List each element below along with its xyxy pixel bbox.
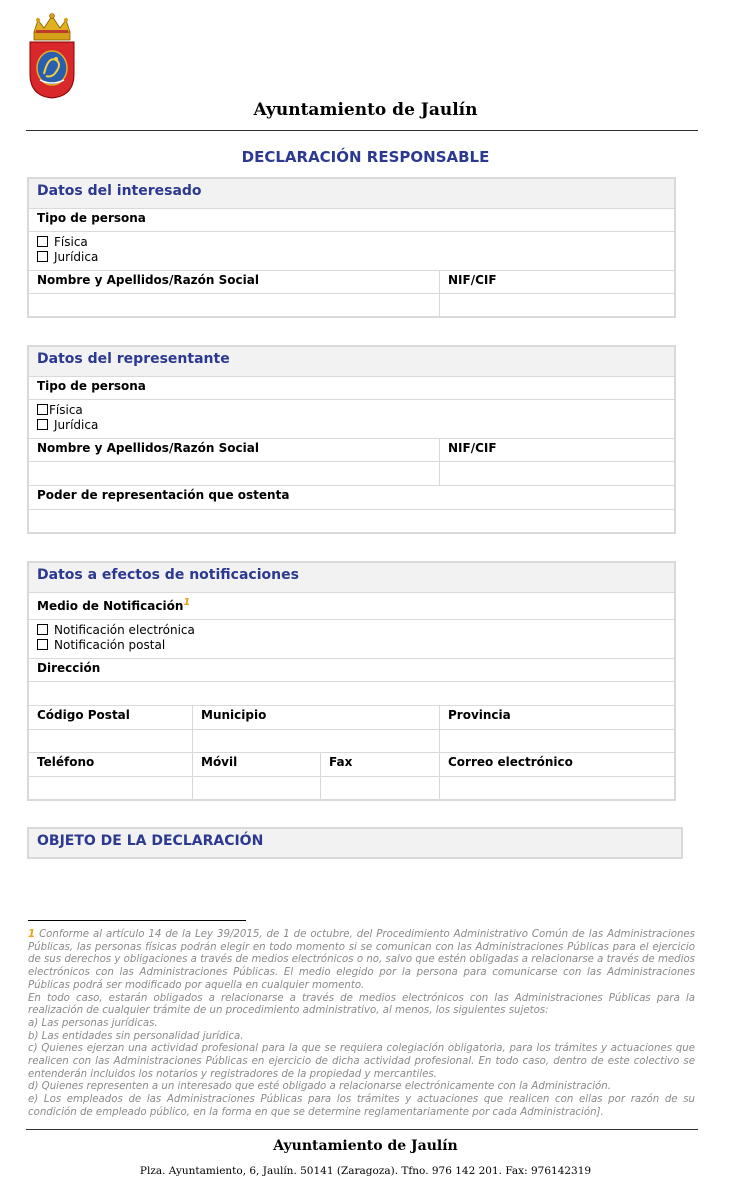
movil-label: Móvil	[201, 755, 238, 769]
checkbox-label: Jurídica	[54, 417, 99, 432]
fax-field[interactable]	[320, 777, 439, 799]
direccion-label: Dirección	[37, 661, 101, 675]
section-heading: Datos a efectos de notificaciones	[29, 563, 674, 593]
checkbox-electronica[interactable]	[29, 622, 674, 637]
contacto-label-row	[29, 753, 674, 777]
nombre-label: Nombre y Apellidos/Razón Social	[37, 441, 259, 455]
footnote-number: 1	[28, 929, 36, 940]
medio-label	[29, 593, 674, 613]
section-representante	[27, 345, 676, 534]
section-heading: Datos del interesado	[29, 179, 674, 209]
municipio-label: Municipio	[201, 708, 267, 722]
nombre-nif-input-row	[29, 462, 674, 486]
footnote-item: c) Quienes ejerzan una actividad profesional para la que se requiera colegiación obligatoria, para los trámites y actuaciones que realicen con las Administraciones Públicas en ejercicio de dicha actividad profesional. En todo caso, dentro de este colectivo se entenderán incluidos los notarios y registradores de la propiedad y mercantiles.	[28, 1043, 695, 1080]
section-interesado	[27, 177, 676, 318]
movil-field[interactable]	[192, 777, 320, 799]
footnote-marker[interactable]: 1	[183, 597, 191, 608]
footnote-item: a) Las personas jurídicas.	[28, 1017, 158, 1029]
checkbox-label: Física	[54, 234, 88, 249]
footnote-item: d) Quienes representen a un interesado que esté obligado a relacionarse electrónicamente con la Administración.	[28, 1081, 611, 1093]
cp-municipio-provincia-label-row	[29, 706, 674, 730]
org-title: Ayuntamiento de Jaulín	[253, 100, 478, 120]
medio-row	[29, 593, 674, 620]
correo-field[interactable]	[439, 777, 674, 799]
tipo-persona-options	[29, 232, 674, 271]
checkbox-postal[interactable]	[29, 637, 674, 652]
checkbox-juridica[interactable]	[29, 417, 674, 432]
checkbox-icon[interactable]	[37, 419, 48, 430]
medio-options	[29, 620, 674, 659]
correo-label: Correo electrónico	[448, 755, 573, 769]
contacto-input-row	[29, 777, 674, 799]
footnote-item: b) Las entidades sin personalidad jurídica.	[28, 1030, 244, 1042]
checkbox-icon[interactable]	[37, 404, 48, 415]
footer-divider	[26, 1129, 698, 1130]
footnote-paragraph: En todo caso, estarán obligados a relacionarse a través de medios electrónicos con las Administraciones Públicas para la realización de cualquier trámite de un procedimiento administrativo, al menos, los siguientes sujetos:	[28, 992, 695, 1017]
nif-field[interactable]	[439, 462, 674, 485]
nombre-nif-label-row	[29, 439, 674, 462]
nombre-nif-input-row	[29, 294, 674, 316]
fax-label: Fax	[329, 755, 353, 769]
checkbox-icon[interactable]	[37, 251, 48, 262]
checkbox-juridica[interactable]	[29, 249, 674, 264]
checkbox-fisica[interactable]	[29, 402, 674, 417]
poder-field[interactable]	[29, 510, 674, 532]
direccion-label-row	[29, 659, 674, 682]
cp-label: Código Postal	[37, 708, 130, 722]
footer-address: Plza. Ayuntamiento, 6, Jaulín. 50141 (Zaragoza). Tfno. 976 142 201. Fax: 976142319	[139, 1165, 592, 1177]
footnote-item: e) Los empleados de las Administraciones Públicas para los trámites y actuaciones que realicen con ellas por razón de su condición de empleado público, en la forma en que se determine reglamentariamente por cada Administración].	[28, 1094, 695, 1118]
checkbox-fisica[interactable]	[29, 234, 674, 249]
checkbox-label: Notificación electrónica	[54, 622, 195, 637]
nombre-label: Nombre y Apellidos/Razón Social	[37, 273, 259, 287]
section-heading: OBJETO DE LA DECLARACIÓN	[29, 829, 681, 857]
nombre-nif-label-row	[29, 271, 674, 294]
section-notificaciones	[27, 561, 676, 801]
checkbox-label: Notificación postal	[54, 637, 166, 652]
poder-label: Poder de representación que ostenta	[37, 488, 290, 502]
direccion-input-row	[29, 682, 674, 706]
footnote-paragraph: 1 Conforme al artículo 14 de la Ley 39/2015, de 1 de octubre, del Procedimiento Administrativo Común de las Administraciones Públicas, las personas físicas podrán elegir en todo momento si se comunican con las Administraciones Públicas para el ejercicio de sus derechos y obligaciones a través de medios electrónicos o no, salvo que estén obligadas a relacionarse a través de medios electrónicos con las Administraciones Públicas. El medio elegido por la persona para comunicarse con las Administraciones Públicas podrá ser modificado por aquella en cualquier momento.	[28, 929, 695, 991]
checkbox-label: Física	[49, 402, 83, 417]
document-title: DECLARACIÓN RESPONSABLE	[241, 148, 490, 166]
poder-label-row	[29, 486, 674, 510]
checkbox-icon[interactable]	[37, 236, 48, 247]
nif-field[interactable]	[439, 294, 674, 316]
nombre-field[interactable]	[29, 462, 439, 485]
telefono-label: Teléfono	[37, 755, 95, 769]
header-divider	[26, 130, 698, 131]
nif-label: NIF/CIF	[448, 273, 497, 287]
tipo-persona-label: Tipo de persona	[37, 211, 146, 225]
municipio-field[interactable]	[192, 730, 439, 752]
tipo-persona-options	[29, 400, 674, 439]
direccion-field[interactable]	[29, 682, 674, 705]
poder-input-row	[29, 510, 674, 532]
checkbox-icon[interactable]	[37, 624, 48, 635]
medio-label-text: Medio de Notificación	[37, 599, 184, 613]
provincia-label: Provincia	[448, 708, 511, 722]
telefono-field[interactable]	[29, 777, 192, 799]
footnote-divider	[28, 920, 246, 921]
section-heading: Datos del representante	[29, 347, 674, 377]
checkbox-label: Jurídica	[54, 249, 99, 264]
tipo-persona-label: Tipo de persona	[37, 379, 146, 393]
cp-field[interactable]	[29, 730, 192, 752]
footer-title: Ayuntamiento de Jaulín	[273, 1138, 458, 1154]
nombre-field[interactable]	[29, 294, 439, 316]
checkbox-icon[interactable]	[37, 639, 48, 650]
tipo-persona-row	[29, 377, 674, 400]
tipo-persona-row	[29, 209, 674, 232]
provincia-field[interactable]	[439, 730, 674, 752]
coat-of-arms-logo	[26, 12, 78, 100]
footnote	[28, 929, 695, 1120]
nif-label: NIF/CIF	[448, 441, 497, 455]
section-objeto	[27, 827, 683, 859]
cp-municipio-provincia-input-row	[29, 730, 674, 753]
